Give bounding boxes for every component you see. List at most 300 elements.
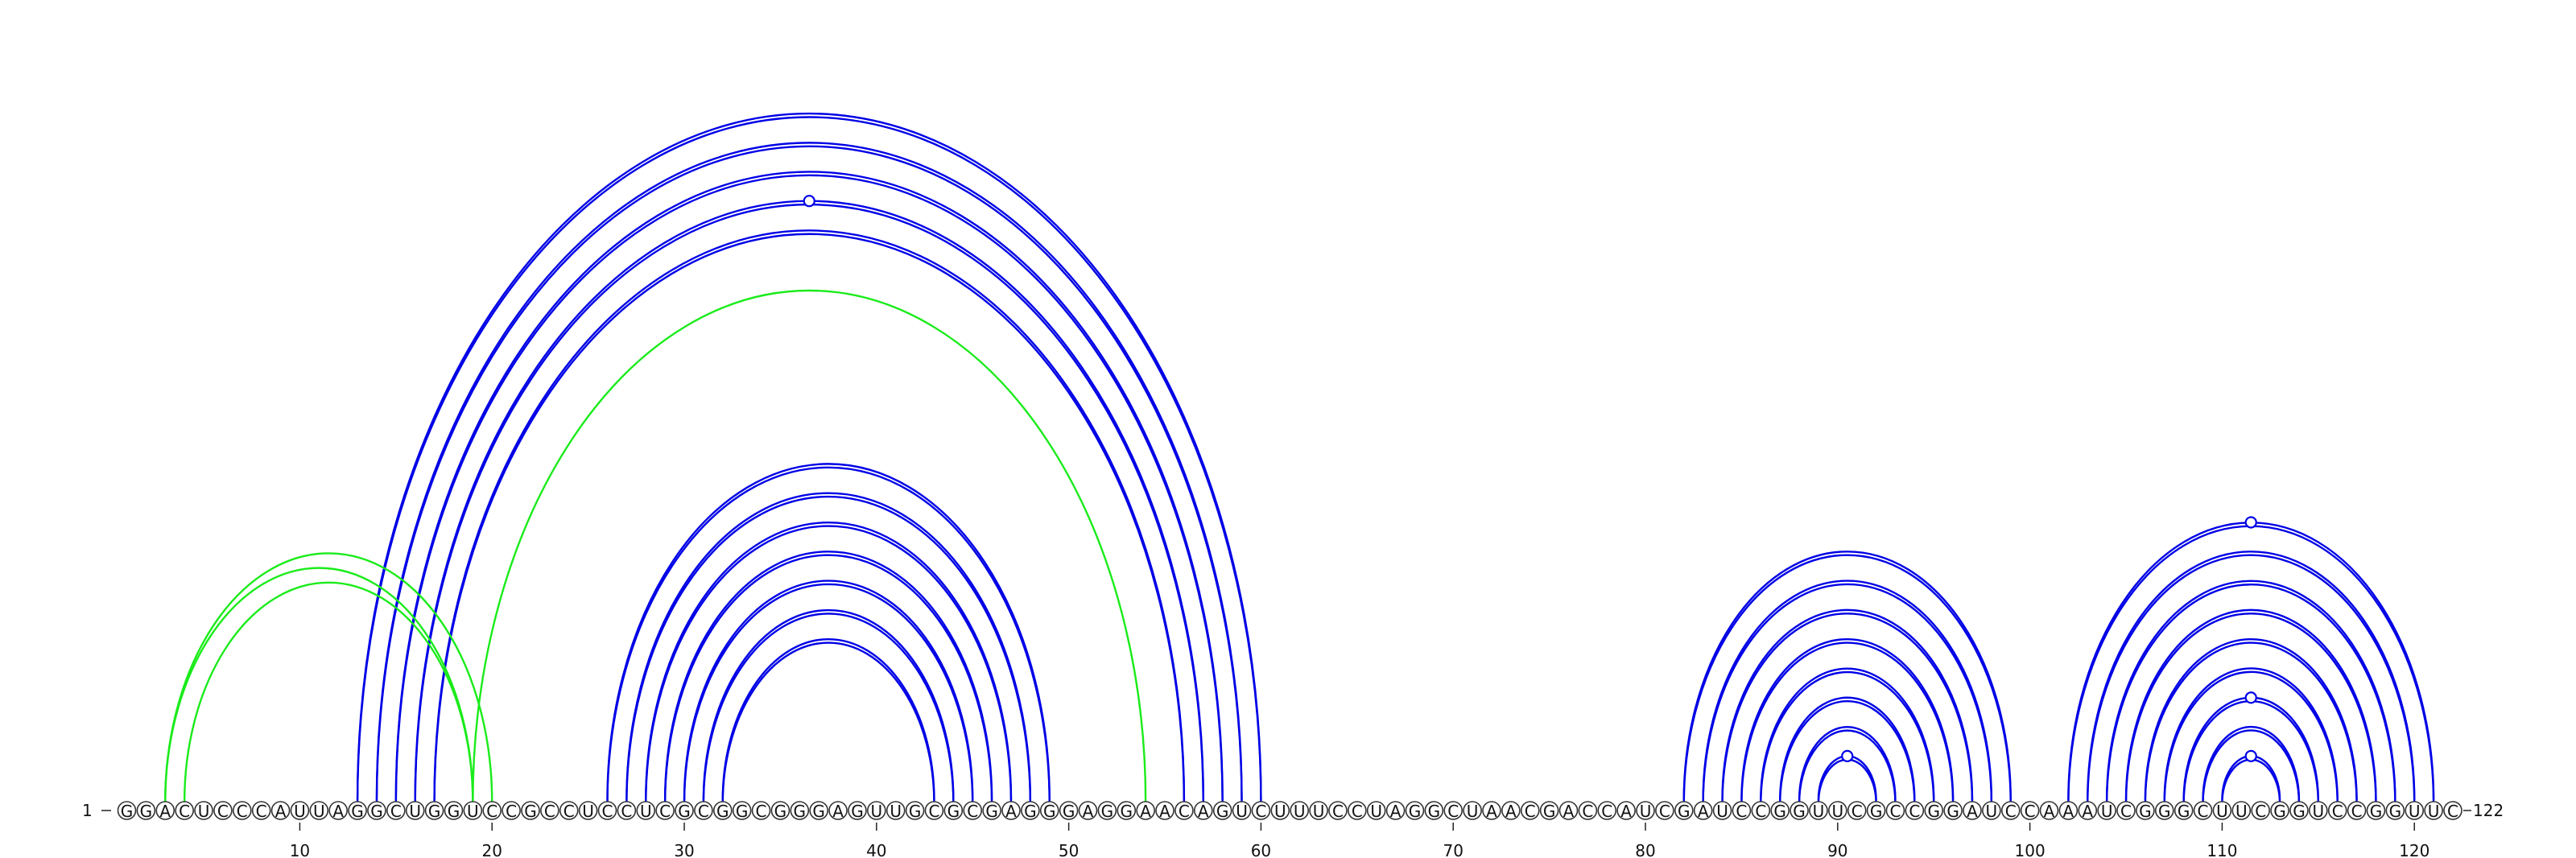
nucleotide-letter: C — [217, 802, 229, 821]
nucleotide-letter: G — [370, 802, 383, 821]
nucleotide — [771, 802, 789, 821]
base-pair-arc — [1799, 727, 1895, 800]
base-pair-arc — [1761, 672, 1934, 803]
nucleotide — [944, 802, 962, 821]
nucleotide-letter: G — [851, 802, 864, 821]
nucleotide-letter: G — [2177, 802, 2190, 821]
nucleotide — [2079, 802, 2096, 821]
base-pair-arc — [1703, 584, 1992, 803]
nucleotide — [2329, 802, 2347, 821]
nucleotide — [253, 802, 270, 821]
nucleotide-letter: C — [1447, 802, 1459, 821]
nucleotide — [502, 802, 520, 821]
nucleotide-letter: C — [390, 802, 402, 821]
tick-label: 110 — [2207, 841, 2238, 858]
nucleotide — [1848, 802, 1866, 821]
nucleotide — [329, 802, 347, 821]
nucleotide-letter: A — [275, 802, 287, 821]
nucleotide-letter: G — [774, 802, 787, 821]
base-pair-arc — [1761, 669, 1934, 800]
base-pair-arc — [1818, 760, 1876, 803]
tick-label: 100 — [2014, 841, 2046, 858]
nucleotide-letter: A — [1505, 802, 1517, 821]
nucleotide — [2021, 802, 2039, 821]
nucleotide — [2156, 802, 2174, 821]
nucleotide-letter: C — [755, 802, 767, 821]
nucleotide — [2386, 802, 2404, 821]
nucleotide — [522, 802, 539, 821]
base-pair-arc — [2203, 730, 2299, 803]
nucleotide-letter: A — [1389, 802, 1402, 821]
nucleotide-letter: G — [716, 802, 729, 821]
nucleotide — [368, 802, 386, 821]
nucleotide — [1810, 802, 1827, 821]
nucleotide — [2194, 802, 2212, 821]
base-pair-arc — [377, 146, 1242, 803]
nucleotide — [599, 802, 617, 821]
nucleotide-letter: C — [1255, 802, 1267, 821]
nucleotide-letter: C — [179, 802, 191, 821]
nucleotide-letter: C — [1736, 802, 1748, 821]
base-pair-arc — [1818, 756, 1876, 799]
nucleotide — [2232, 802, 2250, 821]
nucleotide — [1406, 802, 1423, 821]
nucleotide — [560, 802, 578, 821]
loop-marker — [2246, 751, 2256, 761]
nucleotide — [983, 802, 1001, 821]
nucleotide-letter: G — [1773, 802, 1786, 821]
tick-label: 40 — [866, 841, 887, 858]
nucleotide-letter: C — [601, 802, 613, 821]
base-pair-arc — [1741, 639, 1953, 800]
nucleotide-letter: C — [2120, 802, 2132, 821]
tick-label: 90 — [1827, 841, 1848, 858]
nucleotide — [714, 802, 732, 821]
nucleotide — [1041, 802, 1059, 821]
tick-label: 60 — [1250, 841, 1272, 858]
start-index-label: 1 — [82, 801, 93, 820]
base-pair-arc — [2145, 643, 2357, 804]
nucleotide — [1022, 802, 1039, 821]
nucleotide-letter: C — [1889, 802, 1901, 821]
nucleotide-letter: G — [524, 802, 537, 821]
nucleotide — [1444, 802, 1462, 821]
nucleotide-letter: G — [351, 802, 364, 821]
nucleotide — [291, 802, 308, 821]
nucleotide-letter: C — [1909, 802, 1921, 821]
nucleotide-letter: U — [1831, 802, 1844, 821]
nucleotide-letter: U — [2235, 802, 2248, 821]
nucleotide-letter: C — [1658, 802, 1670, 821]
nucleotide — [1541, 802, 1558, 821]
tick-label: 70 — [1443, 841, 1463, 858]
nucleotide-letter: A — [1005, 802, 1017, 821]
base-pair-arc — [1799, 731, 1895, 804]
nucleotide — [1790, 802, 1808, 821]
nucleotide — [2117, 802, 2135, 821]
nucleotide-letter: C — [486, 802, 498, 821]
base-pair-arc — [2222, 760, 2280, 803]
nucleotide — [2405, 802, 2423, 821]
nucleotide — [675, 802, 693, 821]
nucleotide — [1271, 802, 1289, 821]
nucleotide — [407, 802, 424, 821]
base-pair-arc — [357, 113, 1261, 800]
base-pair-arc — [723, 639, 935, 800]
nucleotide — [1137, 802, 1154, 821]
nucleotide — [1117, 802, 1135, 821]
tick-label: 20 — [481, 841, 502, 858]
nucleotide — [868, 802, 886, 821]
base-pair-arc — [357, 118, 1261, 804]
nucleotide-letter: C — [1178, 802, 1190, 821]
base-pair-arc — [723, 643, 935, 804]
nucleotide-letter: U — [1370, 802, 1383, 821]
nucleotide — [426, 802, 444, 821]
nucleotide-letter: A — [1159, 802, 1170, 821]
nucleotide-letter: C — [543, 802, 555, 821]
nucleotide-letter: C — [1524, 802, 1536, 821]
nucleotide — [1156, 802, 1174, 821]
nucleotide-letter: U — [2312, 802, 2325, 821]
nucleotide-letter: U — [1312, 802, 1325, 821]
nucleotide — [964, 802, 981, 821]
nucleotide — [444, 802, 462, 821]
nucleotide — [2367, 802, 2384, 821]
nucleotide — [483, 802, 501, 821]
nucleotide-letter: G — [2388, 802, 2402, 821]
nucleotide-letter: C — [2351, 802, 2363, 821]
nucleotide-letter: C — [1851, 802, 1863, 821]
base-pair-arc — [665, 551, 992, 800]
nucleotide — [1348, 802, 1366, 821]
nucleotide-letter: A — [2043, 802, 2055, 821]
nucleotide-letter: C — [2024, 802, 2036, 821]
nucleotide — [2002, 802, 2020, 821]
nucleotide — [387, 802, 405, 821]
nucleotide-letter: A — [2082, 802, 2094, 821]
nucleotide-letter: C — [659, 802, 671, 821]
nucleotide-letter: A — [2062, 802, 2074, 821]
nucleotide — [1060, 802, 1078, 821]
alternate-pair-arc — [184, 583, 473, 802]
nucleotide — [214, 802, 232, 821]
nucleotide — [887, 802, 905, 821]
nucleotide-letter: C — [1601, 802, 1613, 821]
nucleotide — [791, 802, 808, 821]
nucleotide-letter: A — [1486, 802, 1497, 821]
nucleotide — [1002, 802, 1020, 821]
nucleotide — [541, 802, 559, 821]
nucleotide — [2213, 802, 2231, 821]
nucleotide-letter: C — [928, 802, 940, 821]
nucleotide-letter: U — [1716, 802, 1728, 821]
nucleotide — [733, 802, 751, 821]
nucleotide — [156, 802, 174, 821]
base-pair-arc — [2145, 639, 2357, 800]
nucleotide-letter: C — [2197, 802, 2209, 821]
nucleotide-letter: G — [908, 802, 922, 821]
base-pair-arc — [684, 584, 972, 803]
nucleotide — [1656, 802, 1674, 821]
nucleotide — [349, 802, 366, 821]
nucleotide — [195, 802, 213, 821]
nucleotide — [464, 802, 481, 821]
nucleotide-letter: G — [812, 802, 825, 821]
nucleotide — [753, 802, 770, 821]
nucleotide — [2271, 802, 2289, 821]
nucleotide-letter: C — [2255, 802, 2267, 821]
nucleotide-letter: U — [2408, 802, 2421, 821]
nucleotide-letter: G — [1408, 802, 1422, 821]
nucleotide-letter: C — [1351, 802, 1363, 821]
base-pair-arc — [665, 555, 992, 804]
nucleotide-letter: G — [947, 802, 960, 821]
nucleotide-letter: G — [120, 802, 134, 821]
nucleotide — [1233, 802, 1251, 821]
nucleotide-letter: G — [985, 802, 998, 821]
base-pair-arc — [2087, 555, 2414, 804]
nucleotide-letter: G — [1120, 802, 1133, 821]
nucleotide-letter: A — [1563, 802, 1575, 821]
nucleotide-letter: G — [1946, 802, 1959, 821]
base-pair-arc — [1741, 643, 1953, 804]
nucleotide-letter: U — [409, 802, 422, 821]
loop-marker — [804, 196, 815, 206]
nucleotide-letter: G — [447, 802, 460, 821]
base-pair-arc — [2165, 668, 2338, 799]
nucleotide — [1290, 802, 1308, 821]
base-pair-arc — [646, 526, 1011, 804]
nucleotide-letter: U — [1236, 802, 1248, 821]
nucleotide — [1617, 802, 1635, 821]
nucleotide — [2310, 802, 2327, 821]
nucleotide — [580, 802, 597, 821]
loop-marker — [2246, 692, 2256, 703]
nucleotide-letter: G — [1542, 802, 1556, 821]
nucleotide — [1868, 802, 1885, 821]
nucleotide-letter: G — [1869, 802, 1883, 821]
nucleotide-letter: C — [2004, 802, 2017, 821]
nucleotide — [1714, 802, 1732, 821]
nucleotide-letter: G — [2158, 802, 2171, 821]
nucleotide — [1598, 802, 1616, 821]
nucleotide-letter: C — [2331, 802, 2343, 821]
arcs-layer — [165, 113, 2434, 803]
nucleotide — [118, 802, 136, 821]
nucleotide — [137, 802, 155, 821]
nucleotide — [1425, 802, 1443, 821]
nucleotide — [1886, 802, 1904, 821]
nucleotide — [1560, 802, 1578, 821]
nucleotide — [1752, 802, 1769, 821]
nucleotide-letter: U — [1293, 802, 1306, 821]
nucleotide — [2059, 802, 2077, 821]
nucleotide-letter: C — [621, 802, 633, 821]
nucleotide — [175, 802, 193, 821]
nucleotide-letter: A — [1082, 802, 1094, 821]
nucleotide-letter: C — [967, 802, 979, 821]
nucleotide — [1195, 802, 1212, 821]
nucleotide — [617, 802, 635, 821]
nucleotide — [1329, 802, 1347, 821]
loop-marker — [1842, 751, 1852, 761]
nucleotide — [2444, 802, 2462, 821]
nucleotides-layer — [118, 802, 2462, 821]
nucleotide-letter: G — [735, 802, 749, 821]
base-pair-arc — [646, 522, 1011, 800]
tick-label: 10 — [289, 841, 311, 858]
nucleotide-letter: C — [236, 802, 248, 821]
nucleotide-letter: U — [1274, 802, 1286, 821]
base-pair-arc — [1684, 551, 2011, 800]
nucleotide — [272, 802, 290, 821]
loop-marker — [2246, 517, 2256, 527]
nucleotide — [2290, 802, 2308, 821]
nucleotide-letter: C — [506, 802, 518, 821]
nucleotide-letter: C — [1755, 802, 1767, 821]
nucleotide-letter: A — [1620, 802, 1632, 821]
base-pair-arc — [2203, 727, 2299, 800]
nucleotide — [1905, 802, 1923, 821]
nucleotide-letter: G — [1100, 802, 1114, 821]
nucleotide-letter: G — [1042, 802, 1056, 821]
nucleotide — [1310, 802, 1327, 821]
nucleotide — [1771, 802, 1789, 821]
nucleotide — [695, 802, 712, 821]
nucleotide-letter: A — [1697, 802, 1709, 821]
nucleotide-letter: C — [563, 802, 575, 821]
nucleotide-letter: G — [1793, 802, 1806, 821]
nucleotide — [1098, 802, 1116, 821]
base-pair-arc — [396, 171, 1223, 799]
nucleotide-letter: U — [582, 802, 594, 821]
nucleotide-letter: G — [2273, 802, 2286, 821]
nucleotide-letter: U — [2427, 802, 2440, 821]
base-pair-arc — [396, 175, 1223, 803]
nucleotide — [1483, 802, 1501, 821]
nucleotide-letter: A — [832, 802, 844, 821]
nucleotide-letter: G — [1927, 802, 1940, 821]
nucleotide-letter: G — [1678, 802, 1690, 821]
nucleotide — [1944, 802, 1962, 821]
tick-label: 50 — [1058, 841, 1080, 858]
nucleotide — [1925, 802, 1942, 821]
nucleotide — [1695, 802, 1712, 821]
nucleotide — [2136, 802, 2154, 821]
nucleotide-letter: A — [159, 802, 171, 821]
nucleotide-letter: U — [890, 802, 902, 821]
nucleotide-letter: G — [1216, 802, 1229, 821]
nucleotide-letter: C — [2446, 802, 2458, 821]
nucleotide-letter: U — [1985, 802, 1998, 821]
nucleotide-letter: U — [2216, 802, 2228, 821]
nucleotide — [1829, 802, 1847, 821]
nucleotide — [906, 802, 924, 821]
nucleotide — [829, 802, 847, 821]
nucleotide-letter: U — [467, 802, 479, 821]
nucleotide — [2348, 802, 2366, 821]
nucleotide — [310, 802, 328, 821]
nucleotide-letter: A — [332, 802, 345, 821]
nucleotide — [2098, 802, 2116, 821]
nucleotide-letter: G — [139, 802, 153, 821]
nucleotide-letter: U — [312, 802, 325, 821]
nucleotide-letter: G — [793, 802, 807, 821]
nucleotide — [1080, 802, 1097, 821]
nucleotide-letter: G — [2369, 802, 2383, 821]
nucleotide — [1175, 802, 1193, 821]
nucleotide-letter: C — [255, 802, 267, 821]
nucleotide-letter: U — [1812, 802, 1825, 821]
nucleotide — [1579, 802, 1596, 821]
base-pair-arc — [377, 142, 1242, 799]
nucleotide-letter: U — [2100, 802, 2113, 821]
nucleotide-letter: A — [1140, 802, 1151, 821]
nucleotide — [1387, 802, 1405, 821]
nucleotide — [1732, 802, 1750, 821]
markers-layer — [804, 196, 2256, 761]
nucleotide — [1963, 802, 1981, 821]
end-index-label: 122 — [2473, 801, 2504, 820]
base-pair-arc — [1684, 555, 2011, 804]
nucleotide — [656, 802, 674, 821]
tick-label: 120 — [2399, 841, 2430, 858]
nucleotide — [848, 802, 866, 821]
base-pair-arc — [608, 468, 1050, 803]
nucleotide-letter: G — [678, 802, 691, 821]
nucleotide-letter: G — [1062, 802, 1075, 821]
nucleotide-letter: U — [1466, 802, 1479, 821]
ticks-layer — [290, 823, 2430, 858]
nucleotide-letter: U — [1639, 802, 1652, 821]
nucleotide — [2252, 802, 2269, 821]
nucleotide — [233, 802, 251, 821]
nucleotide — [1252, 802, 1269, 821]
nucleotide-letter: U — [294, 802, 306, 821]
nucleotide-letter: U — [870, 802, 883, 821]
nucleotide — [1675, 802, 1693, 821]
nucleotide-letter: G — [1427, 802, 1441, 821]
nucleotide — [2425, 802, 2442, 821]
base-pair-arc — [608, 464, 1050, 799]
nucleotide — [637, 802, 654, 821]
nucleotide-letter: U — [197, 802, 210, 821]
nucleotide-letter: C — [1582, 802, 1594, 821]
nucleotide-letter: A — [1967, 802, 1978, 821]
nucleotide-letter: G — [2139, 802, 2152, 821]
nucleotide — [1521, 802, 1539, 821]
nucleotide-letter: A — [1197, 802, 1209, 821]
nucleotide — [2041, 802, 2058, 821]
nucleotide — [1637, 802, 1654, 821]
tick-label: 30 — [674, 841, 695, 858]
nucleotide — [2175, 802, 2193, 821]
nucleotide — [1463, 802, 1481, 821]
nucleotide — [810, 802, 828, 821]
nucleotide — [1502, 802, 1520, 821]
nucleotide-letter: G — [427, 802, 441, 821]
base-pair-arc — [2222, 756, 2280, 799]
nucleotide — [1368, 802, 1385, 821]
nucleotide — [1983, 802, 2000, 821]
tick-label: 80 — [1635, 841, 1656, 858]
nucleotide — [1214, 802, 1232, 821]
nucleotide-letter: C — [1331, 802, 1344, 821]
nucleotide-letter: G — [1024, 802, 1037, 821]
nucleotide-letter: U — [639, 802, 652, 821]
nucleotide-letter: C — [697, 802, 709, 821]
